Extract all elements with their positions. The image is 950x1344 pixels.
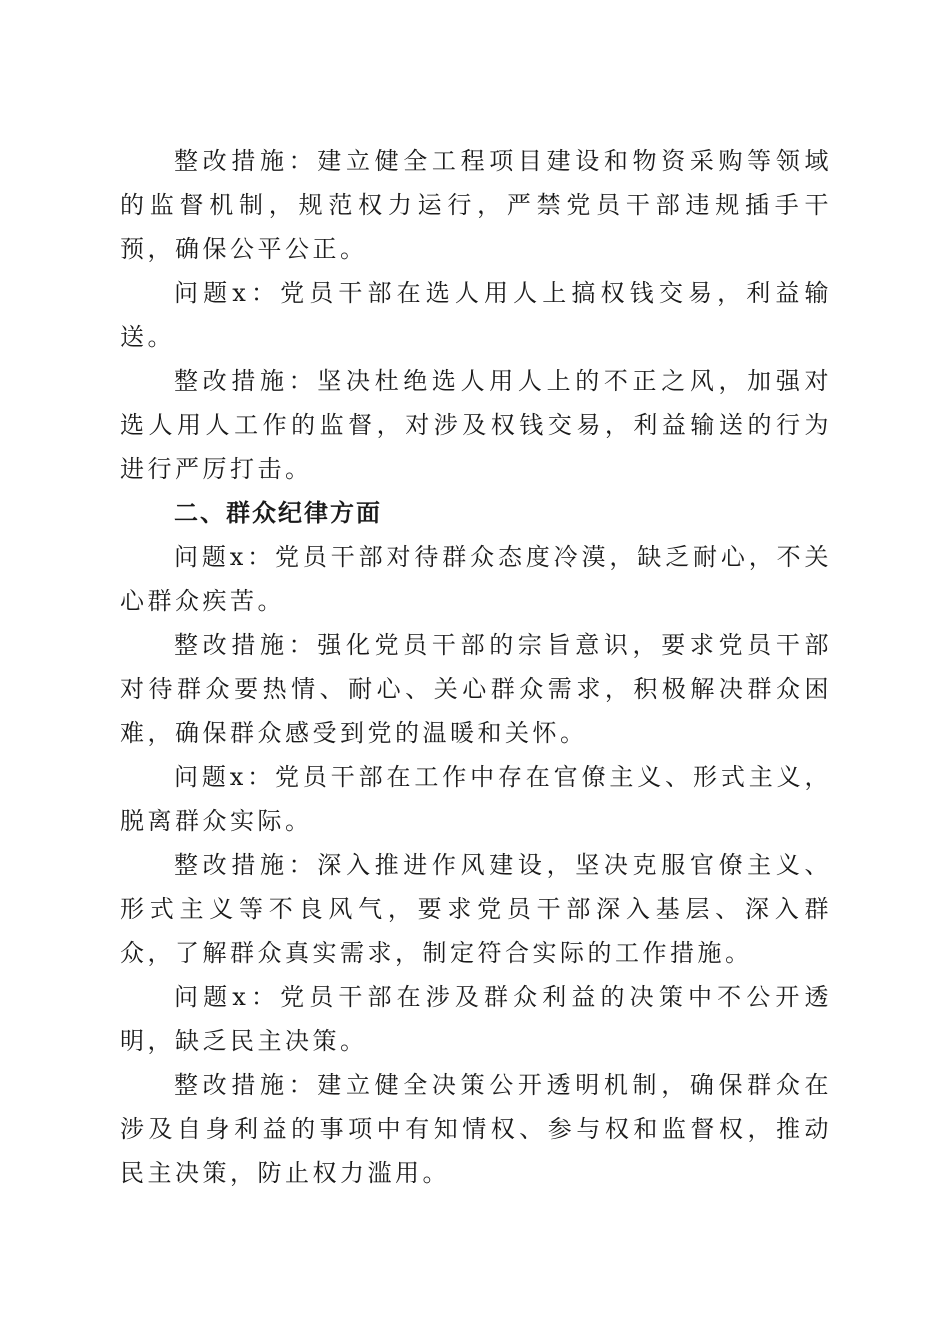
paragraph-measure-2: 整改措施：坚决杜绝选人用人上的不正之风，加强对选人用人工作的监督，对涉及权钱交易，利益输送的行为进行严厉打击。 <box>120 367 832 483</box>
paragraph-issue-2: 问题x：党员干部对待群众态度冷漠，缺乏耐心，不关心群众疾苦。 <box>120 543 832 615</box>
paragraph-issue-3: 问题x：党员干部在工作中存在官僚主义、形式主义，脱离群众实际。 <box>120 763 832 835</box>
paragraph-issue-4: 问题x：党员干部在涉及群众利益的决策中不公开透明，缺乏民主决策。 <box>120 983 832 1055</box>
paragraph-measure-5: 整改措施：建立健全决策公开透明机制，确保群众在涉及自身利益的事项中有知情权、参与权和监督权，推动民主决策，防止权力滥用。 <box>120 1071 832 1187</box>
paragraph-measure-1: 整改措施：建立健全工程项目建设和物资采购等领域的监督机制，规范权力运行，严禁党员干部违规插手干预，确保公平公正。 <box>120 147 832 263</box>
section-heading: 二、群众纪律方面 <box>174 499 382 527</box>
document-body <box>120 139 832 1195</box>
paragraph-issue-1: 问题x：党员干部在选人用人上搞权钱交易，利益输送。 <box>120 279 832 351</box>
paragraph-measure-4: 整改措施：深入推进作风建设，坚决克服官僚主义、形式主义等不良风气，要求党员干部深入基层、深入群众，了解群众真实需求，制定符合实际的工作措施。 <box>120 851 832 967</box>
paragraph-measure-3: 整改措施：强化党员干部的宗旨意识，要求党员干部对待群众要热情、耐心、关心群众需求，积极解决群众困难，确保群众感受到党的温暖和关怀。 <box>120 631 832 747</box>
